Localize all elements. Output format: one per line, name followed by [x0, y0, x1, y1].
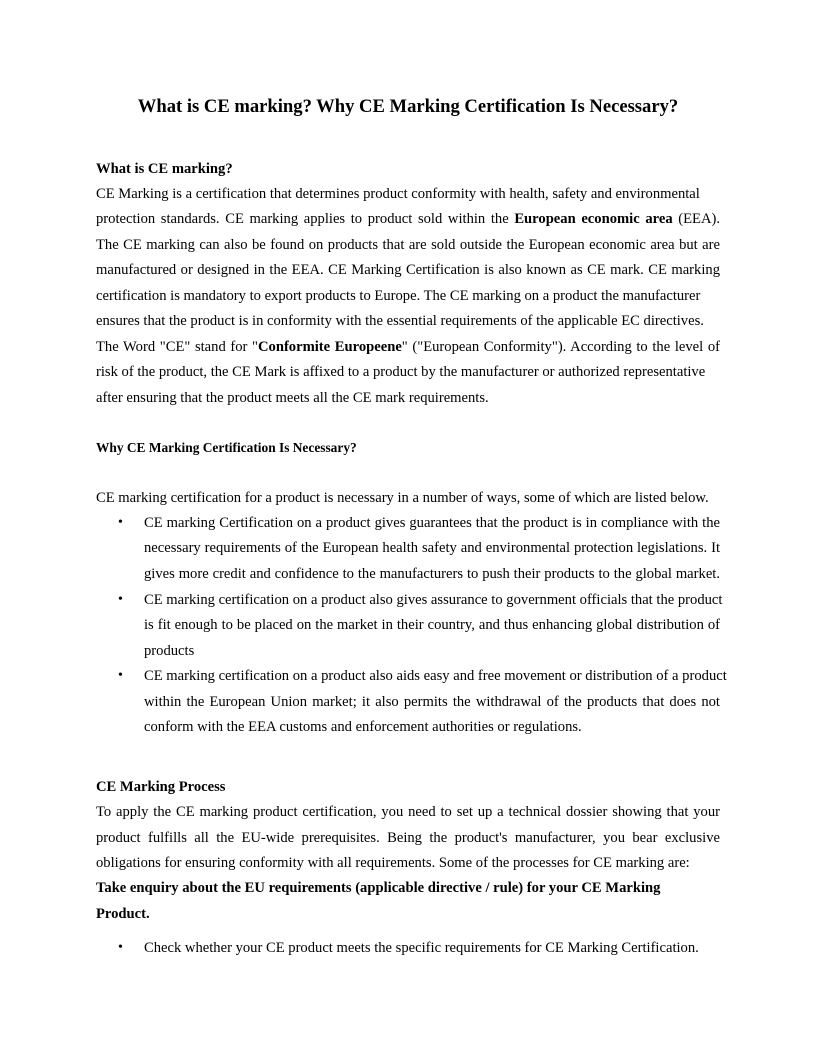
text: (EEA). [672, 211, 721, 227]
text: The Word "CE" stand for " [96, 339, 258, 355]
paragraph-line: obligations for ensuring conformity with all requirements. Some of the processes for CE marking are: [96, 855, 690, 871]
bullet-icon: • [118, 668, 123, 683]
list-item-line: CE marking Certification on a product gives guarantees that the product is in compliance with the [144, 515, 720, 531]
bold-text: European economic area [514, 211, 673, 227]
section-heading: Why CE Marking Certification Is Necessary? [96, 440, 357, 455]
paragraph-line [96, 210, 720, 228]
subheading: Take enquiry about the EU requirements (applicable directive / rule) for your CE Marking [96, 880, 661, 896]
section-heading: What is CE marking? [96, 161, 233, 177]
section-heading: CE Marking Process [96, 779, 226, 795]
bullet-icon: • [118, 592, 123, 607]
subheading: Product. [96, 906, 150, 922]
paragraph-line: ensures that the product is in conformity with the essential requirements of the applicable EC directives. [96, 313, 704, 329]
paragraph-line: risk of the product, the CE Mark is affixed to a product by the manufacturer or authorized representative [96, 364, 706, 380]
list-item-line: necessary requirements of the European health safety and environmental protection legislations. It [144, 540, 720, 556]
paragraph-line: certification is mandatory to export products to Europe. The CE marking on a product the manufacturer [96, 288, 701, 304]
paragraph-line: after ensuring that the product meets all the CE mark requirements. [96, 390, 489, 406]
paragraph-line: To apply the CE marking product certification, you need to set up a technical dossier showing that your [96, 804, 720, 820]
bullet-icon: • [118, 515, 123, 530]
paragraph-line: CE marking certification for a product is necessary in a number of ways, some of which are listed below. [96, 490, 709, 506]
list-item-line: CE marking certification on a product also aids easy and free movement or distribution of a product [144, 668, 727, 684]
text: protection standards. CE marking applies to product sold within the [96, 211, 515, 227]
list-item-line: CE marking certification on a product also gives assurance to government officials that the product [144, 592, 723, 608]
bullet-icon: • [118, 940, 123, 955]
paragraph-line: product fulfills all the EU-wide prerequisites. Being the product's manufacturer, you bear exclusive [96, 830, 720, 846]
paragraph-line: manufactured or designed in the EEA. CE Marking Certification is also known as CE mark. CE marking [96, 262, 720, 278]
text: " ("European Conformity"). According to the level of [401, 339, 720, 355]
page-title: What is CE marking? Why CE Marking Certification Is Necessary? [137, 96, 679, 117]
list-item-line: Check whether your CE product meets the specific requirements for CE Marking Certification. [144, 940, 699, 956]
list-item-line: products [144, 643, 195, 659]
paragraph-line: The CE marking can also be found on products that are sold outside the European economic area but are [96, 237, 720, 253]
list-item-line: conform with the EEA customs and enforcement authorities or regulations. [144, 719, 582, 735]
paragraph-line: CE Marking is a certification that determines product conformity with health, safety and environmental [96, 186, 700, 202]
bold-text: Conformite Europeene [258, 339, 402, 355]
list-item-line: is fit enough to be placed on the market in their country, and thus enhancing global distribution of [144, 617, 720, 633]
list-item-line: gives more credit and confidence to the manufacturers to push their products to the global market. [144, 566, 720, 582]
list-item-line: within the European Union market; it also permits the withdrawal of the products that does not [144, 694, 720, 710]
paragraph-line [96, 338, 720, 356]
